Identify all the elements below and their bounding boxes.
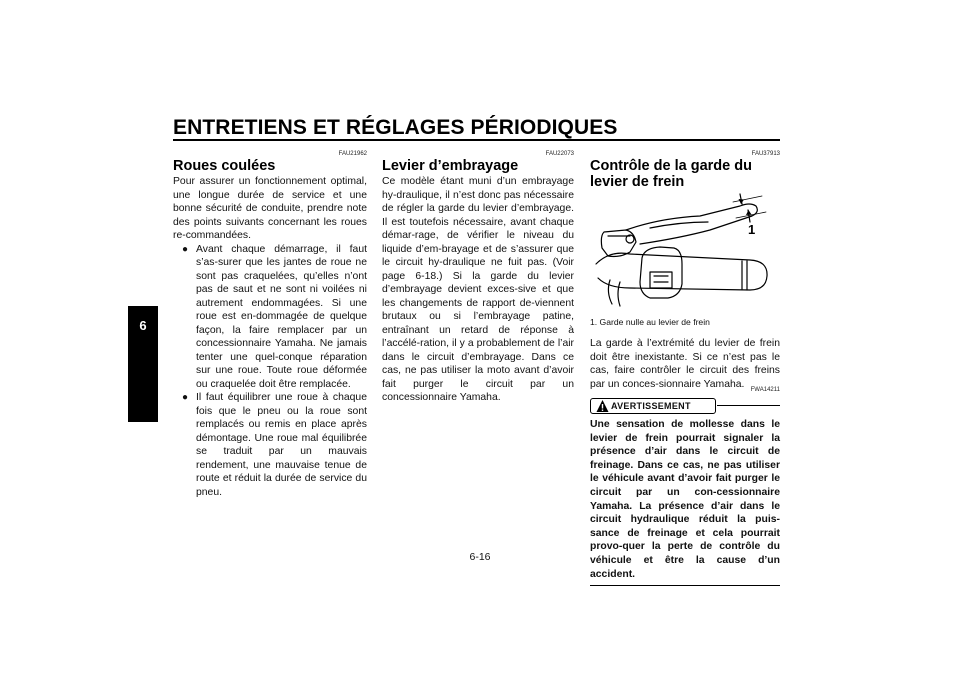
- warning-header: [590, 387, 780, 414]
- list-item-text: Il faut équilibrer une roue à chaque fois que le pneu ou la roue sont remplacés ou remis en place après démontage. Une roue mal équilibrée se traduit par un mauvais rendement, une mauvaise tenue de route et réduit la durée de service du pneu.: [196, 392, 367, 498]
- warning-rule: [717, 405, 780, 406]
- section-cast-wheels: [173, 150, 367, 499]
- bullet-icon: ●: [182, 243, 189, 255]
- list-item: [173, 391, 367, 499]
- section-heading: Roues coulées: [173, 158, 276, 174]
- section-heading: Levier d’embrayage: [382, 158, 519, 174]
- section-clutch-lever: [382, 150, 574, 405]
- section-body: La garde à l’extrémité du levier de frein doit être inexistante. Si ce n’est pas le cas, faire contrôler le circuit des freins par un conces-sionnaire Yamaha.: [590, 338, 780, 390]
- warning-label-box: [590, 398, 716, 414]
- figure-callout: 1: [748, 222, 756, 237]
- brake-lever-figure: [590, 192, 780, 317]
- page-number: 6-16: [469, 551, 491, 563]
- list-item-text: Avant chaque démarrage, il faut s’as-surer que les jantes de roue ne sont pas craquelées, qu’elles n’ont pas de saut et ne sont ni voilées ni autrement endommagées. Si une roue est en-dommagée de quelque façon, la faire remplacer par un concessionnaire Yamaha. Ne jamais tenter une quel-conque réparation sur une roue. Toute roue déformée ou craquelée doit être remplacée.: [196, 243, 367, 390]
- page-title: ENTRETIENS ET RÉGLAGES PÉRIODIQUES: [173, 116, 618, 139]
- section-body: Ce modèle étant muni d’un embrayage hy-draulique, il n’est donc pas nécessaire de régler la garde du levier d’embrayage. Il est toutefois nécessaire, avant chaque démar-rage, de vérifier le niveau du liquide d’em-brayage et de s’assurer que le circuit hy-draulique ne fuit pas. (Voir page 6-18.) Si la garde du levier d’embrayage devient exces-sive et que les changements de rapport de-viennent brutaux ou si l’embrayage patine, entraînant un retard de réponse à l’accélé-ration, il y a probablement de l’air dans le circuit d’embrayage. Dans ce cas, ne pas utiliser la moto avant d’avoir fait purger le circuit par un concessionnaire Yamaha.: [382, 176, 574, 403]
- title-rule: [173, 139, 780, 141]
- bullet-list: [173, 243, 367, 500]
- bullet-icon: ●: [182, 392, 189, 403]
- section-intro: Pour assurer un fonctionnement optimal, une longue durée de service et une bonne sécurité de conduite, prendre note des points suivants concernant les roues re-commandées.: [173, 176, 367, 241]
- section-heading: Contrôle de la garde du levier de frein: [590, 158, 752, 190]
- section-brake-lever: [590, 150, 780, 586]
- section-code: FAU21962: [338, 151, 367, 157]
- warning-body: Une sensation de mollesse dans le levier de frein pourrait signaler la présence d’air dans le circuit de freinage. Dans ce cas, ne pas utiliser le véhicule avant d’avoir fait purger le circuit par un con-cessionnaire Yamaha. La présence d’air dans le circuit hydraulique réduit la puis-sance de freinage et cela pourrait provo-quer la perte de contrôle du véhicule et être la cause d’un accident.: [590, 418, 780, 586]
- list-item: [173, 243, 367, 392]
- chapter-number: 6: [139, 318, 147, 333]
- brake-lever-illustration: [590, 192, 780, 317]
- warning-label: AVERTISSEMENT: [611, 401, 691, 411]
- warning-code: FWA14211: [750, 387, 780, 393]
- warning-icon: [596, 399, 609, 413]
- section-code: FAU22073: [545, 151, 574, 157]
- figure-caption: 1. Garde nulle au levier de frein: [590, 317, 710, 327]
- section-code: FAU37913: [751, 151, 780, 157]
